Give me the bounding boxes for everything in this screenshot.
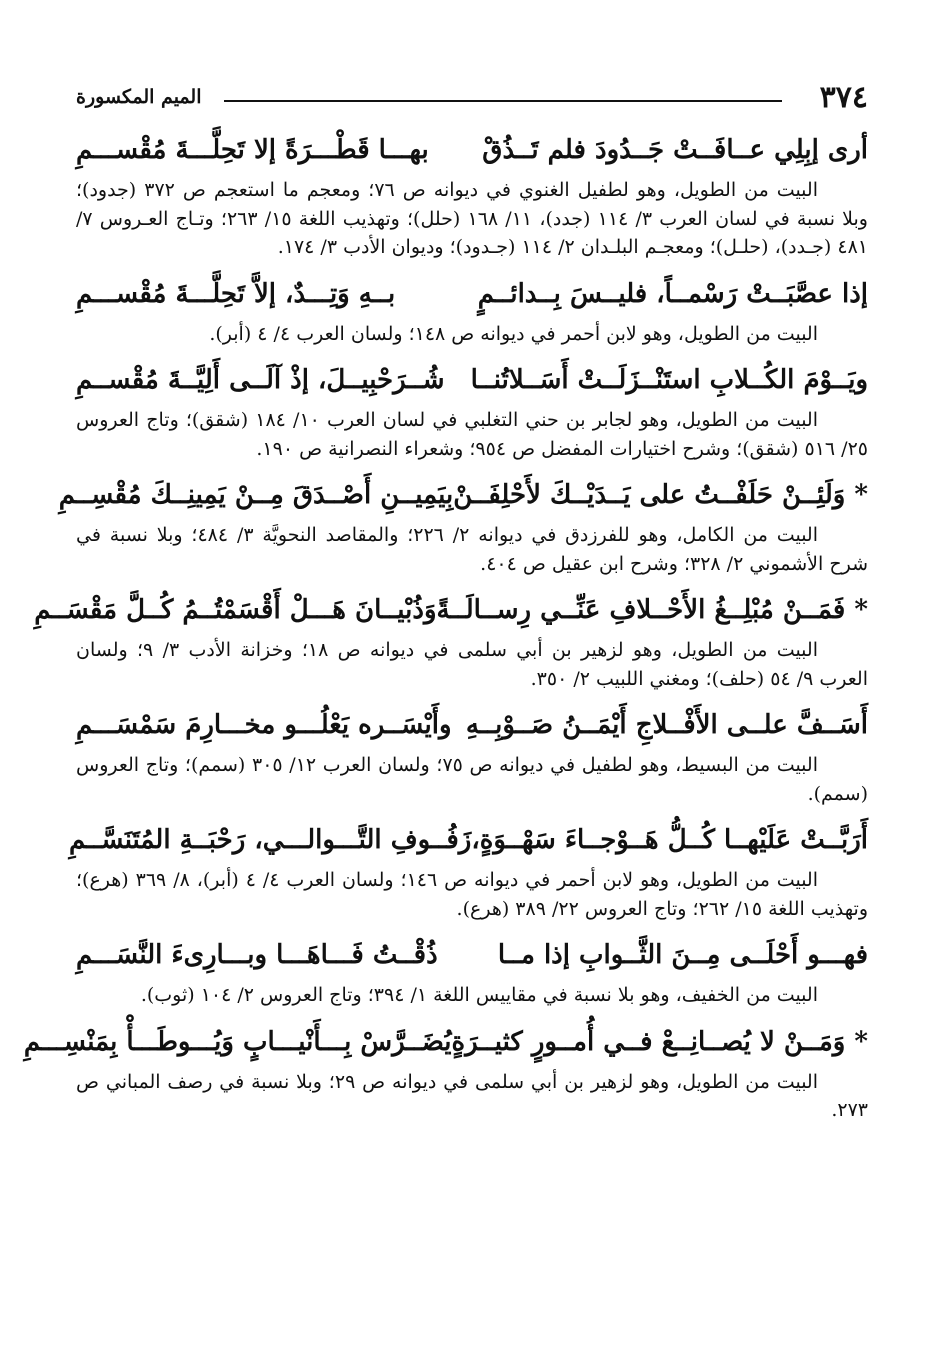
- poem-entry: [58, 469, 868, 578]
- verse-second-hemistich: وأَيْسَــره يَعْلُـــو مخـــارِمَ سَمْسَـــمِ: [76, 710, 452, 740]
- verse-first-hemistich: * وَلَئِــنْ حَلَفْــتُ على يَــدَيْــكَ لأَحْلِفَــنْ: [453, 480, 868, 510]
- verse-second-hemistich: بهـــا قَطْـــرَةً إلا تَحِلَّـــةَ مُقْســـمِ: [76, 135, 429, 165]
- poem-entry: [76, 268, 868, 349]
- verse-line: [76, 354, 868, 406]
- verse-line: [34, 584, 868, 636]
- book-page: [23, 80, 868, 1129]
- verse-line: [76, 699, 868, 751]
- page-header: [76, 80, 868, 118]
- verse-note: البيت من الطويل، وهو لطفيل الغنوي في ديوانه ص ٧٦؛ ومعجم ما استعجم ص ٣٧٢ (جدود)؛ وبلا نسبة في لسان العرب ٣/ ١١٤ (جدد)، ١١/ ١٦٨ (حلل)؛ وتهذيب اللغة ١٥/ ٢٦٣؛ وتـاج العـروس ٧/ ٤٨١ (جـدد)، (حلـل)؛ ومعجـم البلـدان ٢/ ١١٤ (جـدود)؛ وديوان الأدب ٣/ ١٧٤.: [76, 179, 868, 258]
- verse-second-hemistich: ذُقْــتُ فَـــاهَـــا وبـــارِىءَ النَّسَـــمِ: [76, 940, 438, 970]
- header-rule: [224, 100, 782, 102]
- verse-first-hemistich: ويَــوْمَ الكُــلابِ استَنْــزَلَــتْ أَسَــلاتُنــا: [470, 365, 868, 395]
- verse-line: [76, 268, 868, 320]
- poem-entry: [76, 929, 868, 1010]
- poem-entry: [76, 699, 868, 808]
- verse-note: البيت من الطويل، وهو لزهير بن أبي سلمى في ديوانه ص ٢٩؛ وبلا نسبة في رصف المباني ص ٢٧٣.: [76, 1070, 868, 1121]
- verse-second-hemistich: زَفُــوفِ التَّـــوالـــي، رَحْبَــةِ المُتَنَسَّــمِ: [68, 825, 472, 855]
- verse-line: [23, 1016, 868, 1068]
- verse-note: البيت من الطويل، وهو لزهير بن أبي سلمى في ديوانه ص ١٨؛ وخزانة الأدب ٣/ ٩؛ ولسان العرب ٩/ ٥٤ (حلف)؛ ومغني اللبيب ٢/ ٣٥٠.: [76, 639, 868, 690]
- verse-second-hemistich: شُــرَحْبِيــلَ، إذْ آلَــى أَلِيَّــةَ مُقْســمِ: [76, 365, 445, 395]
- poem-entry: [34, 584, 868, 693]
- verse-note: البيت من الطويل، وهو لابن أحمر في ديوانه ص ١٤٦؛ ولسان العرب ٤/ ٤ (أبر)، ٨/ ٣٦٩ (هرع)؛ وتهذيب اللغة ١٥/ ٢٦٢؛ وتاج العروس ٢٢/ ٣٨٩ (هرع).: [76, 869, 868, 920]
- verse-first-hemistich: * فَمَــنْ مُبْلِــغُ الأَحْــلافِ عَنِّــي رِســالَــةً: [436, 595, 868, 625]
- page-number: ٣٧٤: [819, 80, 868, 115]
- verse-note: البيت من الطويل، وهو لابن أحمر في ديوانه ص ١٤٨؛ ولسان العرب ٤/ ٤ (أبر).: [209, 322, 818, 345]
- verse-second-hemistich: يُضَــرَّسْ بِـــأَنْيـــابٍ وَيُـــوطَـــأْ بِمَنْسِـــمِ: [23, 1026, 452, 1057]
- verse-second-hemistich: بــهِ وَتِـــدٌ، إلاَّ تَحِلَّـــةَ مُقْســـمِ: [76, 278, 396, 309]
- verse-note: البيت من الطويل، وهو لجابر بن حني التغلبي في لسان العرب ١٠/ ١٨٤ (شقق)؛ وتاج العروس ٢٥/ ٥١٦ (شقق)؛ وشرح اختيارات المفضل ص ٩٥٤؛ وشعراء النصرانية ص ١٩٠.: [76, 409, 868, 460]
- poem-entry: [23, 1016, 868, 1125]
- verse-first-hemistich: فهـــو أَحْلَــى مِــنَ الثَّــوابِ إذا مــا: [497, 940, 868, 970]
- verse-first-hemistich: أرى إبِلِي عــافَــتْ جَــدُودَ فلم تَــذُقْ: [482, 135, 868, 165]
- verse-second-hemistich: بِيَمِيــنِ أَصْــدَقَ مِــنْ يَمِينِــكَ مُقْسِــمِ: [58, 480, 454, 510]
- verse-second-hemistich: وَذُبْيــانَ هَـــلْ أَقْسَمْتُــمُ كُــلَّ مَقْسَــمِ: [34, 595, 437, 625]
- verse-note: البيت من الكامل، وهو للفرزدق في ديوانه ٢/ ٢٢٦؛ والمقاصد النحويَّة ٣/ ٤٨٤؛ وبلا نسبة في شرح الأشموني ٢/ ٣٢٨؛ وشرح ابن عقيل ص ٤٠٤.: [76, 524, 868, 575]
- verse-line: [68, 814, 868, 866]
- poem-entry: [76, 124, 868, 262]
- verse-first-hemistich: * وَمَــنْ لا يُصــانِــعْ فــي أُمــورٍ كثيــرَةٍ: [451, 1026, 868, 1057]
- verse-first-hemistich: إذا عصَّبَــتْ رَسْمــاً، فليــسَ بِــدائــمٍ: [477, 278, 868, 309]
- verse-first-hemistich: أَرَبَّــتْ عَلَيْهــا كُــلُّ هَــوْجــاءَ سَهْــوَةٍ،: [471, 825, 868, 855]
- verse-first-hemistich: أَسَــفَّ علــى الأَفْــلاجِ أَيْمَــنُ صَــوْبِــهِ: [465, 710, 868, 740]
- verse-note: البيت من الخفيف، وهو بلا نسبة في مقاييس اللغة ١/ ٣٩٤؛ وتاج العروس ٢/ ١٠٤ (ثوب).: [140, 984, 818, 1006]
- poem-entry: [76, 354, 868, 463]
- poem-entry: [68, 814, 868, 923]
- verse-note: البيت من البسيط، وهو لطفيل في ديوانه ص ٧٥؛ ولسان العرب ١٢/ ٣٠٥ (سمم)؛ وتاج العروس (سمم).: [76, 754, 868, 805]
- running-title: الميم المكسورة: [76, 86, 202, 108]
- verse-line: [76, 929, 868, 981]
- verse-line: [58, 469, 868, 521]
- verse-line: [76, 124, 868, 176]
